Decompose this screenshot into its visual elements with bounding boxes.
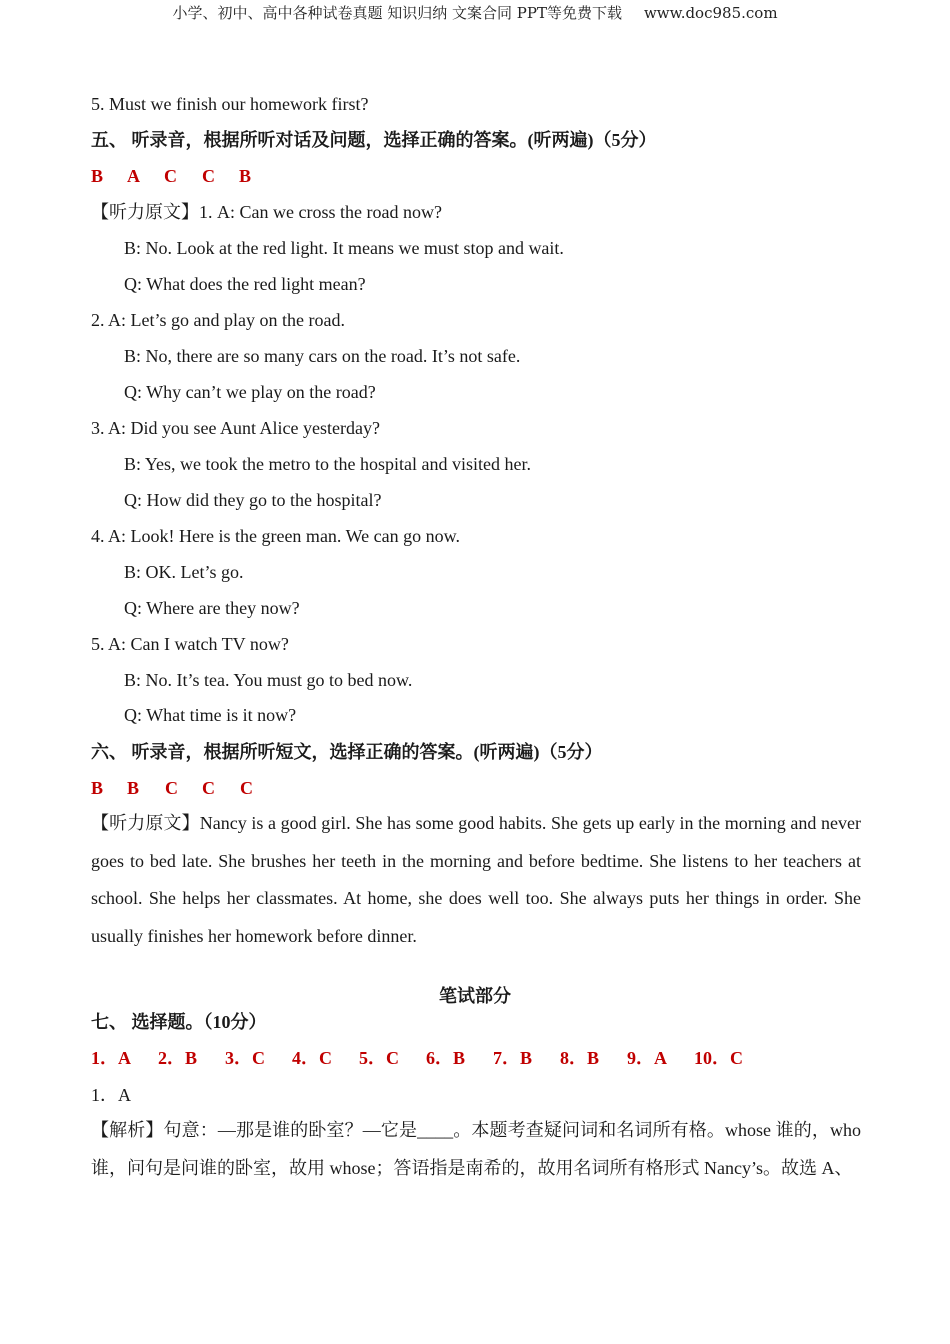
script-line: Q: Where are they now?	[124, 598, 300, 618]
section-6-answers	[91, 776, 253, 800]
page-header	[0, 2, 950, 23]
answer: B	[127, 778, 140, 798]
script-line: 3. A: Did you see Aunt Alice yesterday?	[91, 418, 380, 438]
section-6-heading: 六、 听录音，根据所听短文，选择正确的答案。(听两遍)（5分）	[91, 742, 603, 762]
script-line: B: No, there are so many cars on the road. It’s not safe.	[124, 346, 521, 366]
section-5-heading: 五、 听录音，根据所听对话及问题，选择正确的答案。(听两遍)（5分）	[91, 130, 657, 150]
answer: C	[165, 778, 178, 798]
answer: 5．C	[359, 1048, 399, 1068]
answer: B	[91, 778, 104, 798]
answer: 9．A	[627, 1048, 667, 1068]
script-line: B: OK. Let’s go.	[124, 562, 244, 582]
answer: A	[127, 166, 140, 186]
question-1-answer: 1．A	[91, 1085, 131, 1105]
answer: C	[240, 778, 253, 798]
question-5-text: 5. Must we finish our homework first?	[91, 94, 369, 114]
answer: 3．C	[225, 1048, 265, 1068]
answer: 6．B	[426, 1048, 466, 1068]
section-6-passage: 【听力原文】Nancy is a good girl. She has some good habits. She gets up early in the morning and never goes to bed late. She brushes her teeth in the morning and before bedtime. She listens to her teachers at school. She helps her classmates. At home, she does well too. She always puts her things in order. She usually finishes her homework before dinner.	[91, 813, 861, 946]
script-line: Q: How did they go to the hospital?	[124, 490, 382, 510]
answer: C	[202, 166, 215, 186]
answer: 2．B	[158, 1048, 198, 1068]
script-line: Q: What does the red light mean?	[124, 274, 366, 294]
script-line: 5. A: Can I watch TV now?	[91, 634, 289, 654]
header-text: 小学、初中、高中各种试卷真题 知识归纳 文案合同 PPT等免费下载	[172, 4, 622, 22]
script-line: Q: Why can’t we play on the road?	[124, 382, 376, 402]
answer: B	[91, 166, 104, 186]
script-line: 2. A: Let’s go and play on the road.	[91, 310, 345, 330]
answer: 1．A	[91, 1048, 131, 1068]
script-line: B: Yes, we took the metro to the hospital and visited her.	[124, 454, 531, 474]
answer: 7．B	[493, 1048, 533, 1068]
answer: 4．C	[292, 1048, 332, 1068]
question-1-analysis: 【解析】句意：—那是谁的卧室？—它是____。本题考查疑问词和名词所有格。whose 谁的，who 谁，问句是问谁的卧室，故用 whose；答语指是南希的，故用名词所有格形式 Nancy’s。故选 A、	[91, 1120, 861, 1178]
answer: 10．C	[694, 1048, 743, 1068]
script-line: 4. A: Look! Here is the green man. We can go now.	[91, 526, 460, 546]
answer: 8．B	[560, 1048, 600, 1068]
answer: C	[164, 166, 177, 186]
script-line: 【听力原文】1. A: Can we cross the road now?	[91, 202, 442, 222]
section-7-answers	[91, 1046, 743, 1070]
script-line: B: No. It’s tea. You must go to bed now.	[124, 670, 413, 690]
script-line: Q: What time is it now?	[124, 705, 297, 725]
written-part-title: 笔试部分	[439, 986, 511, 1006]
answer: C	[202, 778, 215, 798]
header-url[interactable]: www.doc985.com	[643, 4, 778, 22]
answer: B	[239, 166, 252, 186]
section-5-answers	[91, 164, 251, 188]
script-line: B: No. Look at the red light. It means we must stop and wait.	[124, 238, 564, 258]
section-7-heading: 七、 选择题。（10分）	[91, 1012, 267, 1032]
